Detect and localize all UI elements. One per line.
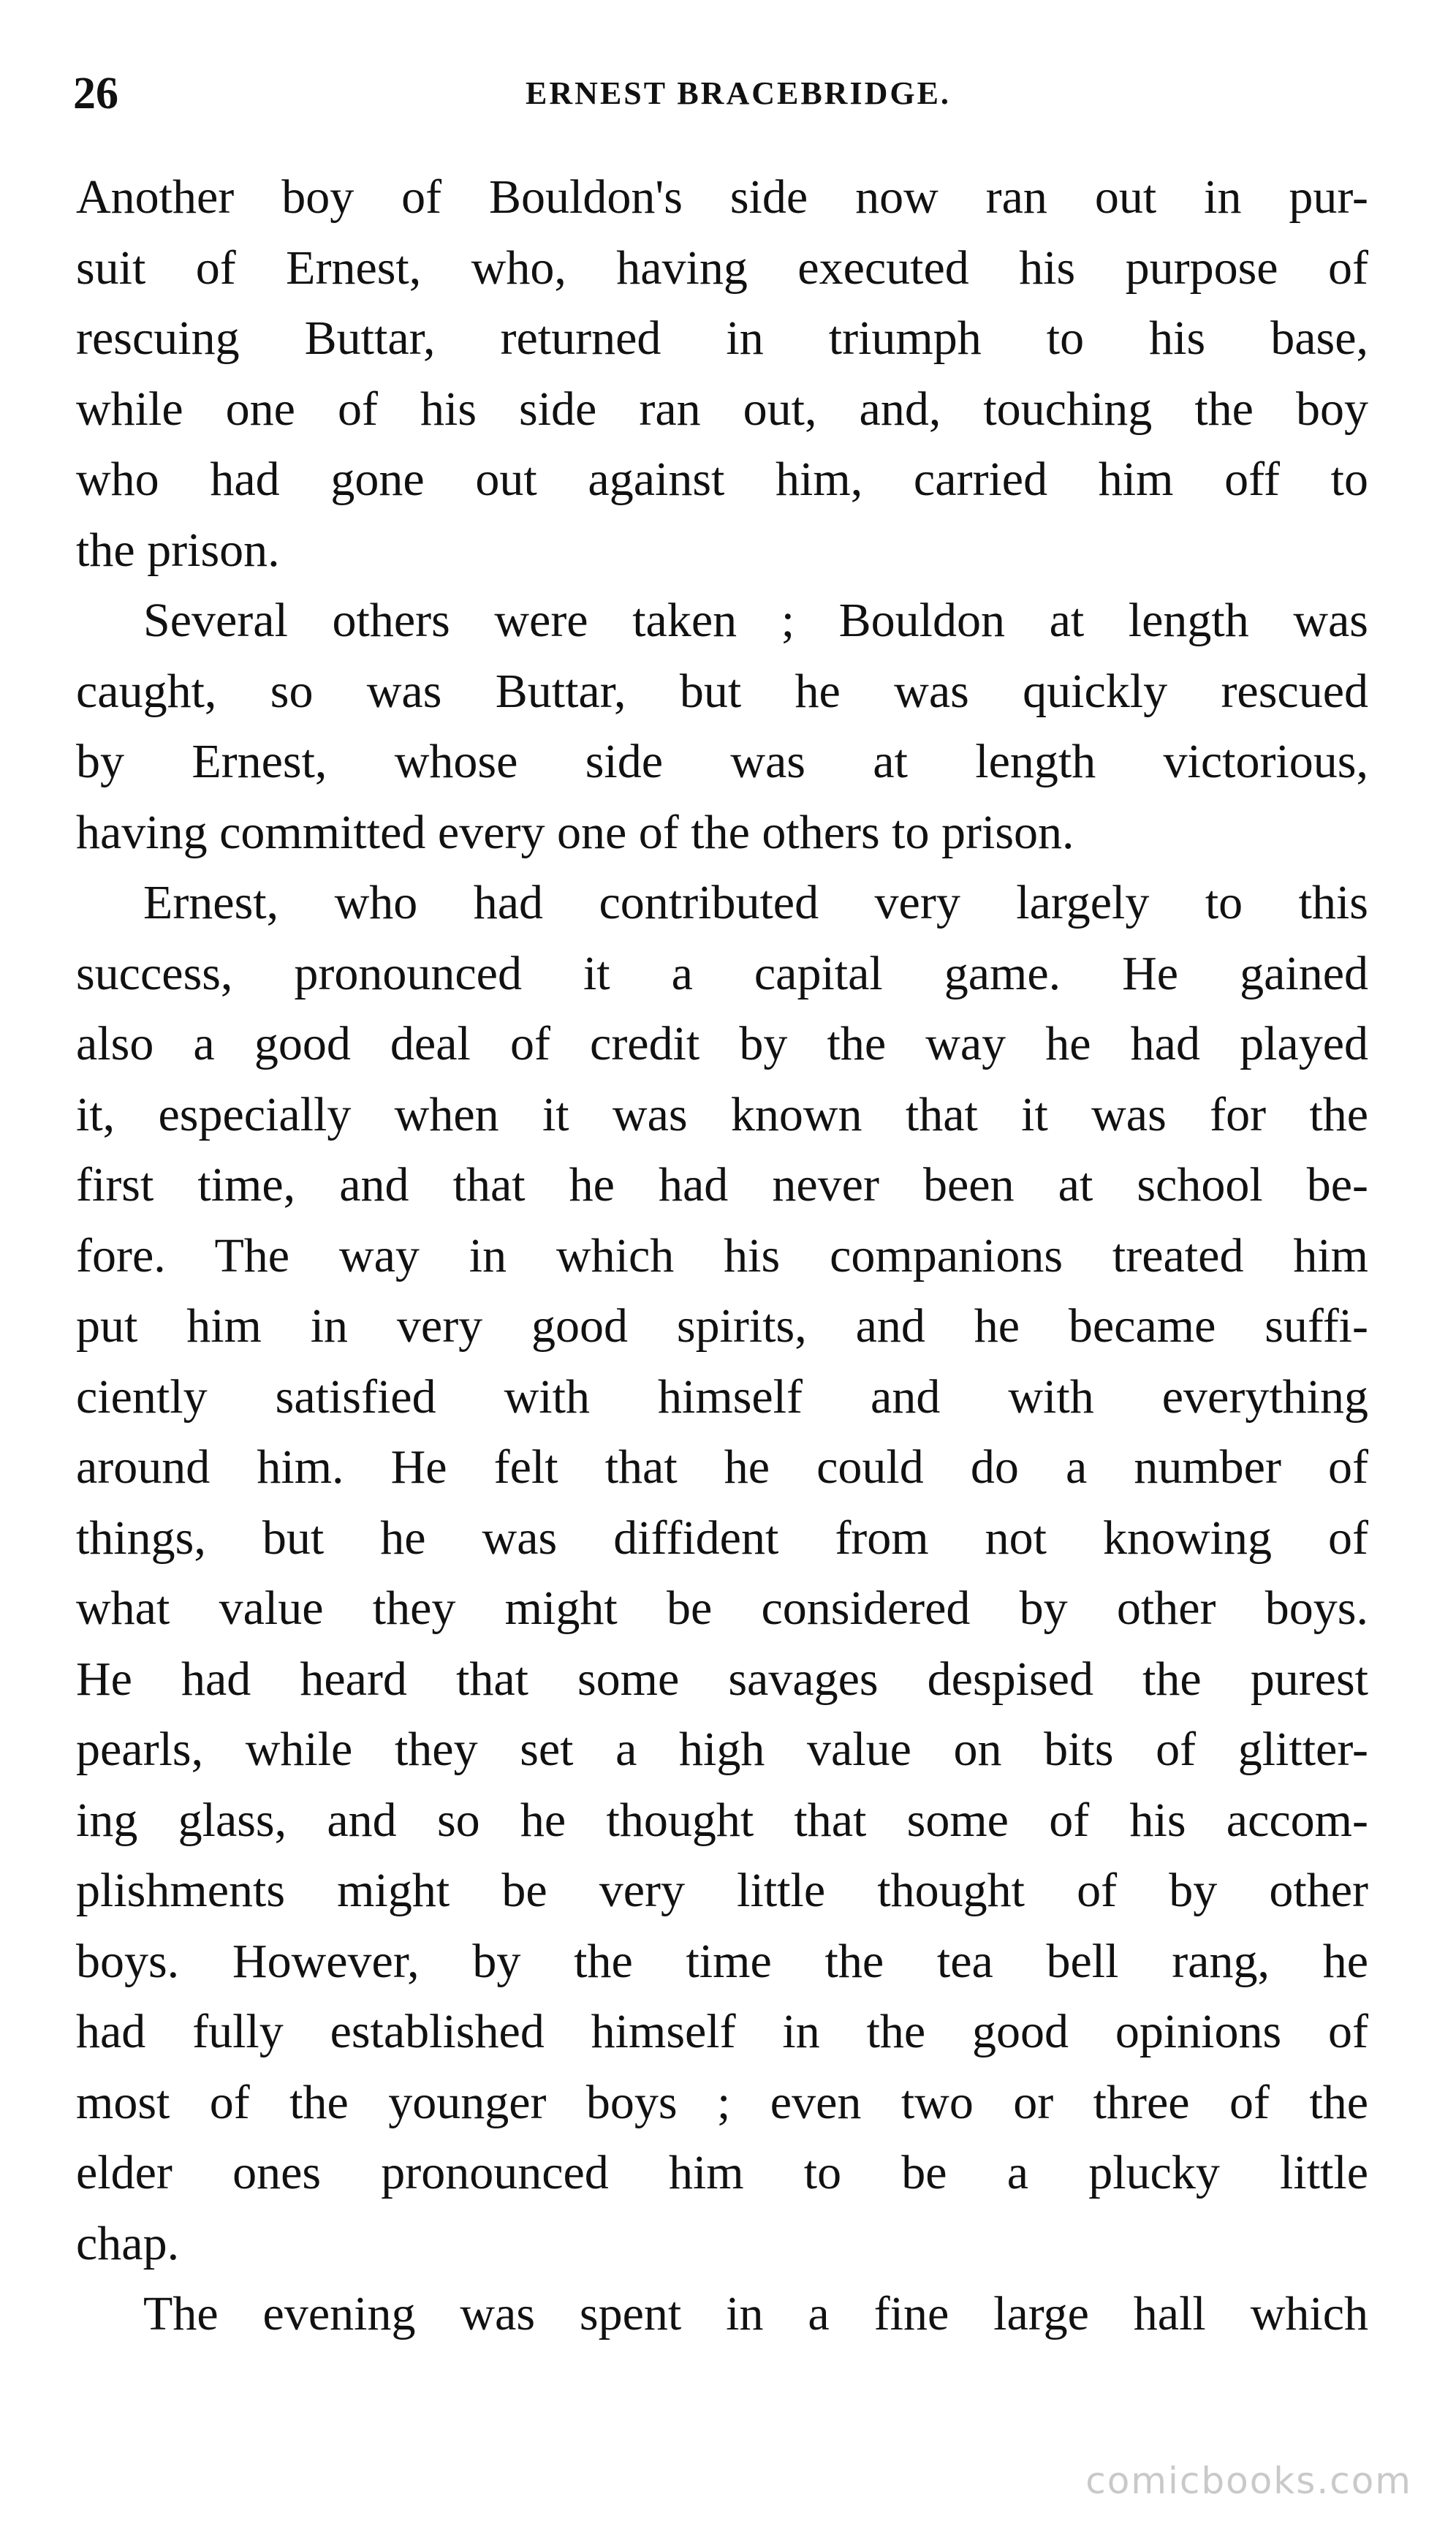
page-number: 26 — [73, 69, 118, 118]
paragraph — [76, 162, 1368, 586]
text-line: rescuing Buttar, returned in triumph to his base, — [76, 311, 1368, 365]
text-line: most of the younger boys ; even two or three of the — [76, 2075, 1368, 2129]
text-line: fore. The way in which his companions treated him — [76, 1228, 1368, 1282]
text-line: elder ones pronounced him to be a plucky little — [76, 2146, 1368, 2199]
text-line: who had gone out against him, carried him off to — [76, 453, 1368, 506]
text-line: success, pronounced it a capital game. He gained — [76, 946, 1368, 1000]
text-line: while one of his side ran out, and, touching the boy — [76, 382, 1368, 436]
text-line: boys. However, by the time the tea bell rang, he — [76, 1934, 1368, 1988]
text-line: The evening was spent in a fine large hall which — [143, 2287, 1368, 2340]
text-line: had fully established himself in the good opinions of — [76, 2005, 1368, 2058]
paragraph — [76, 868, 1368, 2279]
text-line: by Ernest, whose side was at length victorious, — [76, 735, 1368, 788]
text-line: Another boy of Bouldon's side now ran out in pur- — [76, 170, 1368, 224]
text-line: suit of Ernest, who, having executed his purpose of — [76, 241, 1368, 295]
text-line: plishments might be very little thought of by other — [76, 1864, 1368, 1917]
body-text — [76, 162, 1368, 2350]
text-line: what value they might be considered by other boys. — [76, 1582, 1368, 1635]
text-line: first time, and that he had never been at school be- — [76, 1158, 1368, 1212]
text-line: put him in very good spirits, and he became suffi- — [76, 1299, 1368, 1353]
text-line: ing glass, and so he thought that some of his accom- — [76, 1793, 1368, 1847]
text-line: caught, so was Buttar, but he was quickly rescued — [76, 664, 1368, 718]
running-head — [73, 64, 1360, 123]
text-line: the prison. — [76, 523, 280, 577]
text-line: also a good deal of credit by the way he had played — [76, 1017, 1368, 1070]
text-line: pearls, while they set a high value on bits of glitter- — [76, 1723, 1368, 1776]
text-line: chap. — [76, 2216, 180, 2270]
text-line: it, especially when it was known that it was for the — [76, 1087, 1368, 1141]
text-line: having committed every one of the others to prison. — [76, 805, 1074, 859]
text-line: things, but he was diffident from not knowing of — [76, 1511, 1368, 1565]
paragraph — [76, 586, 1368, 868]
text-line: around him. He felt that he could do a number of — [76, 1440, 1368, 1494]
paragraph — [76, 2279, 1368, 2350]
text-line: ciently satisfied with himself and with everything — [76, 1369, 1368, 1424]
text-line: Ernest, who had contributed very largely to this — [143, 876, 1368, 929]
watermark: comicbooks.com — [1085, 2460, 1412, 2502]
text-line: He had heard that some savages despised the purest — [76, 1652, 1368, 1706]
text-line: Several others were taken ; Bouldon at length was — [143, 594, 1368, 647]
running-title: ERNEST BRACEBRIDGE. — [526, 75, 951, 111]
